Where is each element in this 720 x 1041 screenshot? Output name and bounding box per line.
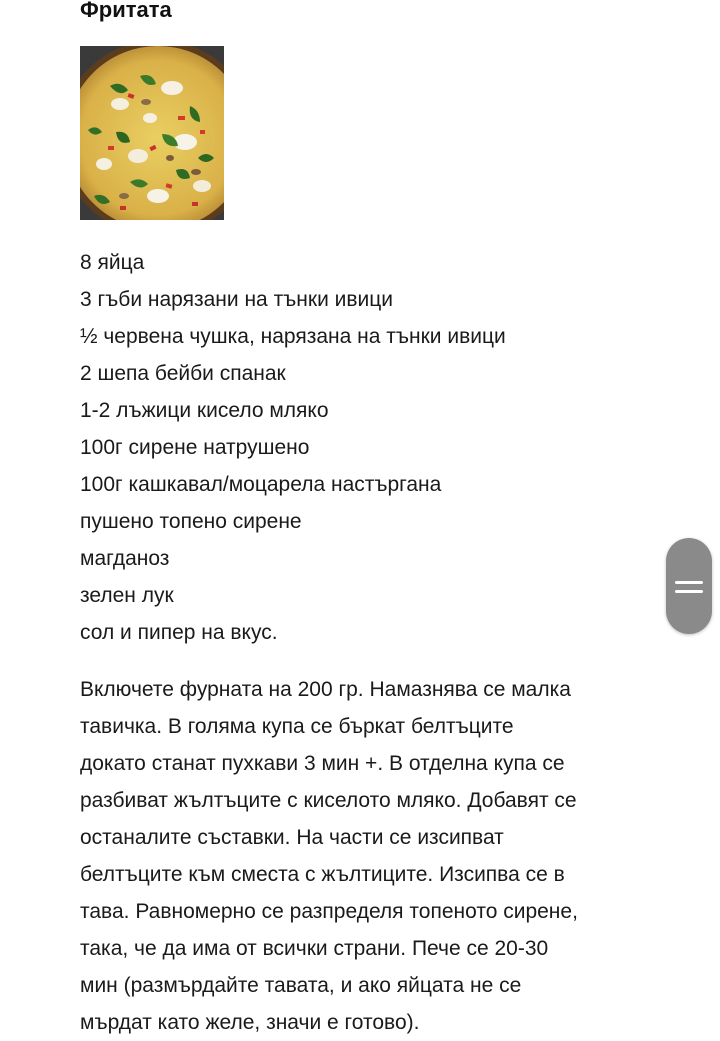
ingredient-item: пушено топено сирене	[80, 510, 302, 533]
drag-handle-icon	[675, 590, 703, 593]
ingredient-item: 100г кашкавал/моцарела настъргана	[80, 473, 442, 496]
scroll-drag-handle[interactable]	[666, 538, 712, 634]
ingredient-item: 8 яйца	[80, 251, 145, 274]
instructions-paragraph	[80, 671, 660, 1041]
instructions-line: Включете фурната на 200 гр. Намазнява се малка	[80, 678, 571, 701]
instructions-line: тава. Равномерно се разпределя топеното сирене,	[80, 900, 578, 923]
ingredient-item: сол и пипер на вкус.	[80, 621, 278, 644]
ingredient-item: ½ червена чушка, нарязана на тънки ивици	[80, 325, 506, 348]
ingredient-item: магданоз	[80, 547, 170, 570]
instructions-line: останалите съставки. На части се изсипват	[80, 826, 504, 849]
ingredient-item: зелен лук	[80, 584, 174, 607]
instructions-line: мърдат като желе, значи е готово).	[80, 1011, 420, 1034]
recipe-title: Фритата	[80, 0, 172, 22]
instructions-line: така, че да има от всички страни. Пече се 20-30	[80, 937, 549, 960]
instructions-line: белтъците към сместа с жълтиците. Изсипва се в	[80, 863, 565, 886]
drag-handle-icon	[675, 581, 703, 584]
ingredient-item: 100г сирене натрушено	[80, 436, 310, 459]
frittata-photo	[80, 46, 224, 220]
ingredient-item: 2 шепа бейби спанак	[80, 362, 286, 385]
instructions-line: разбиват жълтъците с киселото мляко. Добавят се	[80, 789, 577, 812]
instructions-line: докато станат пухкави 3 мин +. В отделна купа се	[80, 752, 565, 775]
ingredient-item: 3 гъби нарязани на тънки ивици	[80, 288, 394, 311]
ingredients-list	[80, 244, 506, 651]
instructions-line: мин (размърдайте тавата, и ако яйцата не се	[80, 974, 522, 997]
ingredient-item: 1-2 лъжици кисело мляко	[80, 399, 329, 422]
instructions-line: тавичка. В голяма купа се бъркат белтъците	[80, 715, 514, 738]
